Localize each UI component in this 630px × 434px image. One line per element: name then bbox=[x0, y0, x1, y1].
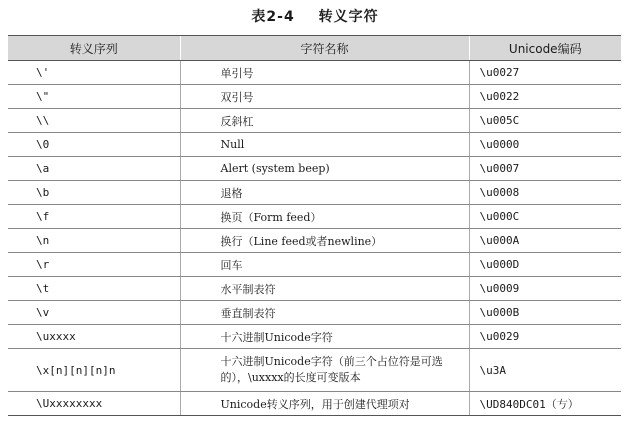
unicode-cell: \u0022 bbox=[469, 85, 621, 109]
table-row bbox=[8, 205, 621, 229]
table-row bbox=[8, 325, 621, 349]
column-header-unicode: Unicode编码 bbox=[469, 36, 621, 61]
unicode-cell: \u000B bbox=[469, 301, 621, 325]
escape-sequence-cell: \b bbox=[8, 181, 180, 205]
character-name-cell: 水平制表符 bbox=[180, 277, 469, 301]
table-row bbox=[8, 301, 621, 325]
escape-sequence-cell: \Uxxxxxxxx bbox=[8, 392, 180, 416]
table-row bbox=[8, 253, 621, 277]
table-number: 表2-4 bbox=[251, 9, 295, 25]
unicode-cell: \u0009 bbox=[469, 277, 621, 301]
character-name-cell: Unicode转义序列，用于创建代理项对 bbox=[180, 392, 469, 416]
character-name-cell: 双引号 bbox=[180, 85, 469, 109]
character-name-cell: 退格 bbox=[180, 181, 469, 205]
table-row bbox=[8, 181, 621, 205]
unicode-cell: \u000C bbox=[469, 205, 621, 229]
escape-sequence-cell: \f bbox=[8, 205, 180, 229]
character-name-cell: 换行（Line feed或者newline） bbox=[180, 229, 469, 253]
escape-sequence-cell: \r bbox=[8, 253, 180, 277]
escape-sequence-cell: \0 bbox=[8, 133, 180, 157]
table-row bbox=[8, 229, 621, 253]
unicode-cell: \u0029 bbox=[469, 325, 621, 349]
column-header-escape-sequence: 转义序列 bbox=[8, 36, 180, 61]
escape-sequence-cell: \\ bbox=[8, 109, 180, 133]
unicode-cell: \u0007 bbox=[469, 157, 621, 181]
character-name-cell: 十六进制Unicode字符 bbox=[180, 325, 469, 349]
table-row bbox=[8, 133, 621, 157]
escape-sequence-cell: \uxxxx bbox=[8, 325, 180, 349]
unicode-cell: \u005C bbox=[469, 109, 621, 133]
character-name-cell: 换页（Form feed） bbox=[180, 205, 469, 229]
escape-sequence-cell: \" bbox=[8, 85, 180, 109]
character-name-cell: Alert (system beep) bbox=[180, 157, 469, 181]
escape-sequence-cell: \n bbox=[8, 229, 180, 253]
unicode-cell: \u3A bbox=[469, 349, 621, 392]
table-row bbox=[8, 392, 621, 416]
table-title: 转义字符 bbox=[318, 9, 379, 25]
unicode-cell: \u000A bbox=[469, 229, 621, 253]
character-name-cell: Null bbox=[180, 133, 469, 157]
escape-sequence-cell: \x[n][n][n]n bbox=[8, 349, 180, 392]
table-caption bbox=[0, 6, 630, 26]
unicode-cell: \u000D bbox=[469, 253, 621, 277]
table-row bbox=[8, 157, 621, 181]
table-header-row bbox=[8, 36, 621, 61]
character-name-cell: 反斜杠 bbox=[180, 109, 469, 133]
table-row bbox=[8, 349, 621, 392]
escape-sequence-cell: \a bbox=[8, 157, 180, 181]
character-name-cell: 单引号 bbox=[180, 61, 469, 85]
escape-characters-table bbox=[8, 35, 621, 416]
unicode-cell: \u0000 bbox=[469, 133, 621, 157]
table-row bbox=[8, 61, 621, 85]
character-name-cell: 回车 bbox=[180, 253, 469, 277]
unicode-cell: \UD840DC01（𠀁） bbox=[469, 392, 621, 416]
character-name-cell: 垂直制表符 bbox=[180, 301, 469, 325]
escape-sequence-cell: \v bbox=[8, 301, 180, 325]
table-row bbox=[8, 85, 621, 109]
escape-sequence-cell: \' bbox=[8, 61, 180, 85]
escape-sequence-cell: \t bbox=[8, 277, 180, 301]
unicode-cell: \u0027 bbox=[469, 61, 621, 85]
table-row bbox=[8, 277, 621, 301]
unicode-cell: \u0008 bbox=[469, 181, 621, 205]
column-header-character-name: 字符名称 bbox=[180, 36, 469, 61]
character-name-cell: 十六进制Unicode字符（前三个占位符是可选的），\uxxxx的长度可变版本 bbox=[180, 349, 469, 392]
table-row bbox=[8, 109, 621, 133]
